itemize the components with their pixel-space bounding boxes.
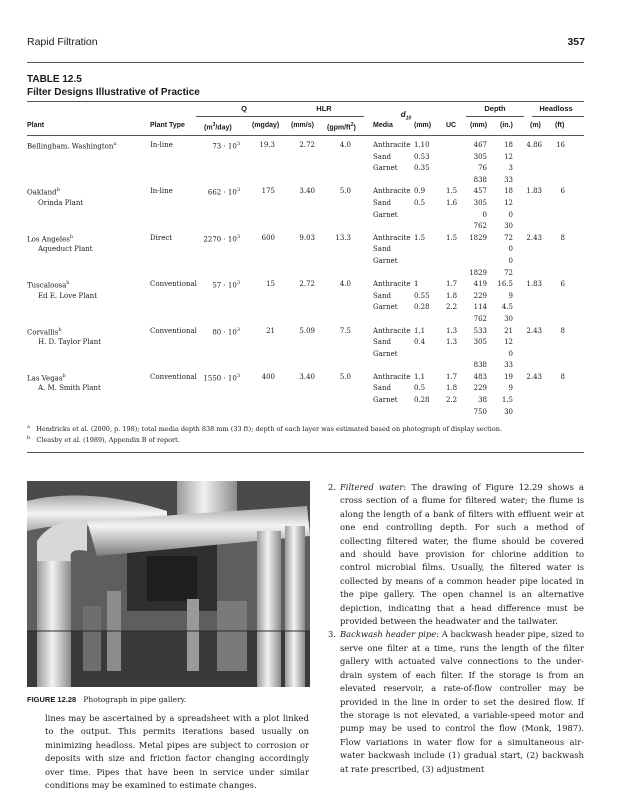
cell-type: Conventional bbox=[150, 372, 197, 381]
cell-media: Anthracite bbox=[373, 233, 411, 242]
table-row bbox=[0, 153, 617, 165]
group-depth-line bbox=[466, 116, 524, 117]
group-headloss-line bbox=[532, 116, 584, 117]
cell-type: Conventional bbox=[150, 326, 197, 335]
cell-d10: 0.28 bbox=[414, 396, 430, 405]
cell-din: 12 bbox=[504, 152, 513, 161]
cell-uc: 1.7 bbox=[446, 372, 458, 381]
col-uc: UC bbox=[446, 122, 457, 129]
cell-dmm: 419 bbox=[473, 280, 487, 289]
cell-h1: 9.03 bbox=[299, 233, 315, 242]
cell-media: Garnet bbox=[373, 164, 398, 173]
running-title: Rapid Filtration bbox=[27, 36, 98, 48]
table-number: TABLE 12.5 bbox=[27, 74, 82, 85]
cell-d10: 1 bbox=[414, 280, 419, 289]
cell-hm: 2.43 bbox=[526, 372, 542, 381]
cell-q1: $2270 \cdot 10^3$ bbox=[203, 233, 240, 244]
table-row bbox=[0, 338, 617, 350]
cell-d10: 0.53 bbox=[414, 152, 430, 161]
cell-media: Anthracite bbox=[373, 326, 411, 335]
cell-dmm: 838 bbox=[473, 361, 487, 370]
cell-h2: 4.0 bbox=[339, 141, 351, 149]
cell-din: 33 bbox=[504, 175, 513, 184]
footnote-b: $^b$ Cleasby et al. (1989), Appendix B of report. bbox=[27, 435, 180, 445]
col-plant-type: Plant Type bbox=[150, 122, 185, 129]
group-d10: $d_{10}$ bbox=[400, 110, 412, 122]
cell-h2: 13.3 bbox=[335, 233, 351, 242]
col-depth-mm: (mm) bbox=[470, 122, 488, 129]
cell-dmm: 0 bbox=[482, 210, 487, 219]
cell-din: 30 bbox=[504, 314, 513, 323]
cell-din: 1.5 bbox=[501, 396, 513, 405]
table-row bbox=[0, 384, 617, 396]
cell-din: 33 bbox=[504, 361, 513, 370]
cell-plant: Aqueduct Plant bbox=[38, 245, 93, 254]
col-depth-in: (in.) bbox=[500, 122, 513, 129]
cell-dmm: 750 bbox=[473, 407, 487, 416]
table-row bbox=[0, 269, 617, 281]
list-item-backwash-header-pipe: 3. Backwash header pipe: A backwash header pipe, sized to serve one filter at a time, runs the length of the filter gallery with actuated valve connections to the under-drain system of each filter. If the storage is from an elevated reservoir, a rate-of-flow controller may be provided in the line in order to set the desired flow. If the storage is not elevated, a variable-speed motor and pump may be used to control the flow (Monk, 1987). Flow variations in water flow for a simultaneous air-water backwash include (1) gradual start, (2) backwash at rate prescribed, (3) adjustment bbox=[328, 629, 584, 774]
cell-dmm: 305 bbox=[473, 198, 487, 207]
cell-media: Garnet bbox=[373, 303, 398, 312]
cell-hm: 1.83 bbox=[526, 280, 542, 289]
cell-type: In-line bbox=[150, 141, 173, 149]
cell-plant: Oakland$^b$ bbox=[27, 187, 60, 197]
cell-hf: 6 bbox=[560, 187, 565, 196]
cell-din: 9 bbox=[508, 291, 513, 300]
cell-q2: 400 bbox=[261, 372, 275, 381]
cell-plant: Tuscaloosa$^b$ bbox=[27, 280, 70, 290]
cell-din: 4.5 bbox=[501, 303, 513, 312]
col-headloss-ft: (ft) bbox=[555, 122, 565, 129]
cell-media: Anthracite bbox=[373, 372, 411, 381]
cell-uc: 1.3 bbox=[446, 338, 458, 347]
cell-hf: 8 bbox=[560, 326, 565, 335]
cell-h1: 3.40 bbox=[299, 187, 315, 196]
cell-q2: 175 bbox=[261, 187, 275, 196]
cell-h2: 5.0 bbox=[339, 372, 351, 381]
cell-dmm: 305 bbox=[473, 152, 487, 161]
table-row bbox=[0, 350, 617, 362]
table-row bbox=[0, 361, 617, 373]
table-row bbox=[0, 176, 617, 188]
cell-media: Anthracite bbox=[373, 280, 411, 289]
col-q-m3: $(m^3/day)$ bbox=[204, 122, 232, 132]
cell-din: 0 bbox=[508, 349, 513, 358]
cell-media: Garnet bbox=[373, 349, 398, 358]
table-row bbox=[0, 327, 617, 339]
cell-din: 72 bbox=[504, 233, 513, 242]
cell-media: Garnet bbox=[373, 396, 398, 405]
header-bottom-rule bbox=[27, 135, 584, 136]
cell-d10: 0.9 bbox=[414, 187, 426, 196]
table-bottom-rule bbox=[27, 452, 584, 453]
col-plant: Plant bbox=[27, 122, 45, 129]
cell-hm: 1.83 bbox=[526, 187, 542, 196]
table-row bbox=[0, 164, 617, 176]
cell-d10: 0.4 bbox=[414, 338, 426, 347]
col-media: Media bbox=[373, 122, 393, 129]
group-q-line bbox=[196, 116, 292, 117]
cell-d10: 1.1 bbox=[414, 372, 426, 381]
cell-h1: 5.09 bbox=[299, 326, 315, 335]
cell-media: Anthracite bbox=[373, 187, 411, 196]
cell-din: 72 bbox=[504, 268, 513, 277]
cell-plant: H. D. Taylor Plant bbox=[38, 338, 102, 347]
cell-q1: $662 \cdot 10^3$ bbox=[207, 187, 240, 197]
cell-q1: $57 \cdot 10^3$ bbox=[212, 280, 240, 290]
cell-h1: 3.40 bbox=[299, 372, 315, 381]
table-row bbox=[0, 373, 617, 385]
table-row bbox=[0, 257, 617, 269]
cell-media: Sand bbox=[373, 291, 391, 300]
cell-dmm: 305 bbox=[473, 338, 487, 347]
cell-h2: 4.0 bbox=[339, 280, 351, 289]
cell-d10: 0.55 bbox=[414, 291, 430, 300]
table-row bbox=[0, 408, 617, 420]
cell-din: 19 bbox=[504, 372, 513, 381]
cell-media: Sand bbox=[373, 152, 391, 161]
cell-h2: 5.0 bbox=[339, 187, 351, 196]
cell-dmm: 467 bbox=[473, 141, 487, 149]
cell-uc: 1.8 bbox=[446, 291, 458, 300]
right-column-list bbox=[328, 481, 584, 776]
cell-din: 18 bbox=[504, 141, 513, 149]
cell-h1: 2.72 bbox=[299, 141, 315, 149]
table-title: Filter Designs Illustrative of Practice bbox=[27, 87, 200, 98]
col-d10-mm: (mm) bbox=[414, 122, 432, 129]
cell-media: Garnet bbox=[373, 210, 398, 219]
table-row bbox=[0, 245, 617, 257]
cell-din: 21 bbox=[504, 326, 513, 335]
cell-d10: 1.1 bbox=[414, 326, 426, 335]
cell-plant: Corvallis$^b$ bbox=[27, 326, 62, 336]
cell-dmm: 1829 bbox=[469, 233, 487, 242]
cell-plant: Las Vegas$^b$ bbox=[27, 372, 66, 383]
cell-din: 0 bbox=[508, 245, 513, 254]
cell-q2: 21 bbox=[266, 326, 275, 335]
cell-type: Conventional bbox=[150, 280, 197, 289]
table-row bbox=[0, 292, 617, 304]
cell-dmm: 76 bbox=[478, 164, 487, 173]
figure-caption: FIGURE 12.28 Photograph in pipe gallery. bbox=[27, 695, 187, 704]
page-number: 357 bbox=[567, 36, 585, 48]
cell-q2: 600 bbox=[261, 233, 275, 242]
table-top-rule bbox=[27, 101, 584, 102]
cell-media: Anthracite bbox=[373, 141, 411, 149]
table-row bbox=[0, 315, 617, 327]
cell-hm: 4.86 bbox=[526, 141, 542, 149]
cell-din: 30 bbox=[504, 222, 513, 231]
cell-d10: 1.5 bbox=[414, 233, 426, 242]
cell-plant: A. M. Smith Plant bbox=[38, 384, 101, 393]
table-row bbox=[0, 211, 617, 223]
cell-uc: 2.2 bbox=[446, 396, 458, 405]
cell-plant: Bellingham, Washington$^a$ bbox=[27, 141, 117, 151]
cell-hm: 2.43 bbox=[526, 326, 542, 335]
cell-d10: 0.28 bbox=[414, 303, 430, 312]
cell-media: Sand bbox=[373, 384, 391, 393]
group-q: Q bbox=[241, 104, 247, 113]
table-row bbox=[0, 222, 617, 234]
cell-q1: $1550 \cdot 10^3$ bbox=[203, 372, 240, 383]
cell-din: 12 bbox=[504, 198, 513, 207]
group-headloss: Headloss bbox=[539, 104, 573, 113]
cell-media: Sand bbox=[373, 338, 391, 347]
left-column-paragraph: lines may be ascertained by a spreadsheet with a plot linked to the output. This permits iterations based usually on minimizing headloss. Metal pipes are subject to corrosion or deposits with size and friction factor changing accordingly over time. Pipes that have been in service under similar conditions may be examined to estimate changes. bbox=[45, 713, 309, 791]
cell-dmm: 229 bbox=[473, 384, 487, 393]
cell-plant: Los Angeles$^b$ bbox=[27, 233, 74, 244]
table-row bbox=[0, 280, 617, 292]
table-row bbox=[0, 396, 617, 408]
col-q-mgd: (mgday) bbox=[252, 122, 280, 129]
table-body bbox=[0, 141, 617, 419]
group-depth: Depth bbox=[484, 104, 506, 113]
table-row bbox=[0, 141, 617, 153]
cell-d10: 1.10 bbox=[414, 141, 430, 149]
list-item-filtered-water: 2. Filtered water: The drawing of Figure 12.29 shows a cross section of a flume for filtered water; the flume is along the length of a bank of filters with effluent weir at one end controlling depth. For such a method of collecting filtered water, the flume should be covered and should have provision for chlorine addition to control microbial films. Usually, the filtered water is collected by means of a common header pipe located in the pipe gallery. The open channel is an alternative depiction, indicating that a head difference must be provided between the headwater and the tailwater. bbox=[328, 482, 584, 627]
table-row bbox=[0, 187, 617, 199]
cell-hm: 2.43 bbox=[526, 233, 542, 242]
cell-hf: 6 bbox=[560, 280, 565, 289]
pipe-gallery-illustration bbox=[27, 481, 310, 687]
cell-hf: 16 bbox=[556, 141, 565, 149]
cell-uc: 1.7 bbox=[446, 280, 458, 289]
cell-din: 18 bbox=[504, 187, 513, 196]
col-headloss-m: (m) bbox=[530, 122, 541, 129]
cell-d10: 0.5 bbox=[414, 384, 426, 393]
cell-uc: 1.6 bbox=[446, 198, 458, 207]
table-row bbox=[0, 199, 617, 211]
cell-din: 30 bbox=[504, 407, 513, 416]
cell-dmm: 838 bbox=[473, 175, 487, 184]
cell-media: Garnet bbox=[373, 256, 398, 265]
cell-dmm: 457 bbox=[473, 187, 487, 196]
cell-q2: 19.3 bbox=[259, 141, 275, 149]
cell-din: 0 bbox=[508, 256, 513, 265]
cell-plant: Orinda Plant bbox=[38, 198, 84, 207]
cell-plant: Ed E. Love Plant bbox=[38, 291, 98, 300]
cell-d10: 0.35 bbox=[414, 164, 430, 173]
cell-uc: 1.8 bbox=[446, 384, 458, 393]
cell-h2: 7.5 bbox=[339, 326, 351, 335]
cell-dmm: 1829 bbox=[469, 268, 487, 277]
cell-din: 9 bbox=[508, 384, 513, 393]
table-row bbox=[0, 303, 617, 315]
cell-dmm: 114 bbox=[473, 303, 487, 312]
cell-dmm: 533 bbox=[473, 326, 487, 335]
cell-d10: 0.5 bbox=[414, 198, 426, 207]
cell-media: Sand bbox=[373, 245, 391, 254]
cell-uc: 1.5 bbox=[446, 187, 458, 196]
cell-din: 12 bbox=[504, 338, 513, 347]
cell-dmm: 38 bbox=[478, 396, 487, 405]
pipe-gallery-photo bbox=[27, 481, 310, 687]
cell-dmm: 762 bbox=[473, 222, 487, 231]
cell-type: In-line bbox=[150, 187, 173, 196]
cell-uc: 2.2 bbox=[446, 303, 458, 312]
cell-din: 0 bbox=[508, 210, 513, 219]
cell-hf: 8 bbox=[560, 372, 565, 381]
cell-dmm: 483 bbox=[473, 372, 487, 381]
footnote-a: $^a$ Hendricks et al. (2000, p. 198); total media depth 838 mm (33 ft); depth of each layer was estimated based on photograph of display section. bbox=[27, 424, 503, 434]
cell-media: Sand bbox=[373, 198, 391, 207]
table-row bbox=[0, 234, 617, 246]
cell-q2: 15 bbox=[266, 280, 275, 289]
cell-dmm: 229 bbox=[473, 291, 487, 300]
cell-din: 16.5 bbox=[497, 280, 513, 289]
cell-hf: 8 bbox=[560, 233, 565, 242]
cell-uc: 1.5 bbox=[446, 233, 458, 242]
cell-din: 3 bbox=[508, 164, 513, 173]
cell-type: Direct bbox=[150, 233, 173, 242]
col-hlr-mms: (mm/s) bbox=[291, 122, 314, 129]
cell-uc: 1.3 bbox=[446, 326, 458, 335]
cell-dmm: 762 bbox=[473, 314, 487, 323]
header-rule bbox=[27, 62, 584, 63]
group-hlr: HLR bbox=[316, 104, 332, 113]
cell-h1: 2.72 bbox=[299, 280, 315, 289]
cell-q1: $80 \cdot 10^3$ bbox=[212, 326, 240, 336]
cell-q1: $73 \cdot 10^3$ bbox=[212, 141, 240, 151]
col-hlr-gpm: $(gpm/ft^2)$ bbox=[327, 122, 356, 132]
group-hlr-line bbox=[290, 116, 364, 117]
